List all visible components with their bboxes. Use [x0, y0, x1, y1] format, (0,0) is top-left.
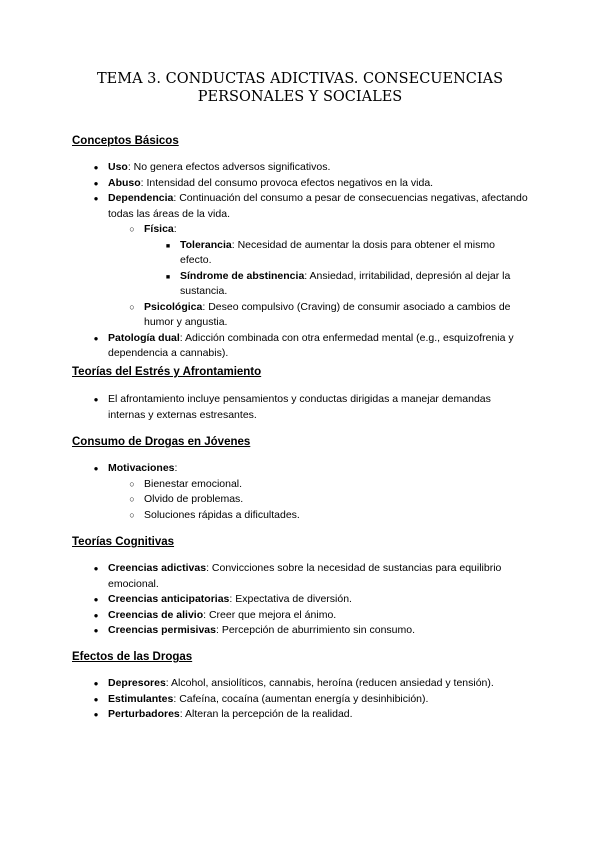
heading-efectos-drogas: Efectos de las Drogas [72, 651, 193, 663]
document-title [80, 70, 520, 106]
term-perturbadores: Perturbadores [108, 708, 180, 720]
bullet-circle-icon [126, 477, 138, 493]
bullet-circle-icon [126, 222, 138, 238]
text-fisica: : [173, 223, 177, 235]
list-efectos [0, 676, 600, 723]
bullet-square-icon [162, 269, 174, 286]
list-item-psicologica [144, 300, 528, 331]
heading-consumo-jovenes: Consumo de Drogas en Jóvenes [72, 436, 251, 448]
bullet-circle-icon [126, 492, 138, 508]
list-estres [0, 392, 600, 423]
list-item-tolerancia [180, 238, 520, 269]
term-tolerancia: Tolerancia [180, 238, 232, 251]
text-uso: : No genera efectos adversos significativos. [127, 161, 331, 173]
list-item-creencias-permisivas [108, 623, 528, 639]
bullet-circle-icon [126, 508, 138, 524]
text-motivaciones: : [174, 462, 178, 474]
bullet-disc-icon [90, 608, 102, 624]
text-motivacion-3: Soluciones rápidas a dificultades. [144, 508, 300, 521]
list-item-motivacion-3 [144, 508, 528, 524]
term-estimulantes: Estimulantes [108, 692, 174, 705]
list-cognitivas [0, 561, 600, 639]
bullet-disc-icon [90, 623, 102, 639]
list-item-motivaciones [108, 461, 528, 477]
text-creencias-permisivas: : Percepción de aburrimiento sin consumo. [215, 624, 416, 636]
title-line-1: TEMA 3. CONDUCTAS ADICTIVAS. CONSECUENCIAS [96, 71, 504, 87]
bullet-disc-icon [90, 392, 102, 408]
heading-teorias-estres: Teorías del Estrés y Afrontamiento [72, 366, 262, 378]
bullet-disc-icon [90, 676, 102, 692]
bullet-disc-icon [90, 160, 102, 176]
term-dependencia: Dependencia [108, 192, 174, 204]
list-item-motivacion-1 [144, 477, 528, 493]
text-abstinencia: : Ansiedad, irritabilidad, depresión al dejar la sustancia. [180, 269, 511, 297]
bullet-disc-icon [90, 191, 102, 207]
text-dependencia: : Continuación del consumo a pesar de consecuencias negativas, afectando todas las áreas de la vida. [108, 192, 528, 220]
bullet-disc-icon [90, 176, 102, 192]
list-item-patologia-dual [108, 331, 528, 362]
text-motivacion-2: Olvido de problemas. [144, 493, 244, 505]
bullet-square-icon [162, 238, 174, 255]
term-creencias-adictivas: Creencias adictivas [108, 562, 207, 574]
text-estimulantes: : Cafeína, cocaína (aumentan energía y desinhibición). [173, 692, 429, 705]
list-item-creencias-anticipatorias [108, 592, 528, 608]
list-item-fisica [144, 222, 528, 238]
bullet-disc-icon [90, 692, 102, 708]
text-tolerancia: : Necesidad de aumentar la dosis para obtener el mismo efecto. [180, 238, 495, 266]
list-jovenes [0, 461, 600, 523]
term-creencias-alivio: Creencias de alivio [108, 608, 204, 621]
bullet-disc-icon [90, 331, 102, 347]
text-creencias-adictivas: : Convicciones sobre la necesidad de sustancias para equilibrio emocional. [108, 562, 502, 590]
list-item-abuso [108, 176, 528, 192]
list-item-dependencia [108, 191, 528, 222]
term-uso: Uso [108, 161, 128, 173]
list-item-creencias-adictivas [108, 561, 528, 592]
list-item-creencias-alivio [108, 608, 528, 624]
title-line-2: PERSONALES Y SOCIALES [197, 89, 403, 105]
bullet-disc-icon [90, 707, 102, 723]
text-afrontamiento: El afrontamiento incluye pensamientos y conductas dirigidas a manejar demandas internas y externas estresantes. [108, 393, 491, 421]
term-depresores: Depresores [108, 677, 166, 689]
term-patologia-dual: Patología dual [108, 331, 180, 344]
text-patologia-dual: : Adicción combinada con otra enfermedad mental (e.g., esquizofrenia y dependencia a cannabis). [108, 331, 514, 359]
text-creencias-alivio: : Creer que mejora el ánimo. [203, 608, 337, 621]
list-conceptos [0, 160, 600, 362]
heading-conceptos-basicos: Conceptos Básicos [72, 135, 179, 147]
list-item-afrontamiento [108, 392, 528, 423]
term-psicologica: Psicológica [144, 300, 203, 313]
list-item-abstinencia [180, 269, 520, 300]
term-motivaciones: Motivaciones [108, 462, 175, 474]
list-item-motivacion-2 [144, 492, 528, 508]
bullet-disc-icon [90, 592, 102, 608]
list-item-depresores [108, 676, 528, 692]
text-psicologica: : Deseo compulsivo (Craving) de consumir asociado a cambios de humor y angustia. [144, 300, 511, 328]
text-creencias-anticipatorias: : Expectativa de diversión. [229, 593, 352, 605]
list-item-estimulantes [108, 692, 528, 708]
term-abuso: Abuso [108, 176, 141, 189]
term-creencias-anticipatorias: Creencias anticipatorias [108, 593, 230, 605]
text-abuso: : Intensidad del consumo provoca efectos negativos en la vida. [140, 176, 434, 189]
list-item-perturbadores [108, 707, 528, 723]
heading-teorias-cognitivas: Teorías Cognitivas [72, 536, 175, 548]
term-creencias-permisivas: Creencias permisivas [108, 624, 216, 636]
text-motivacion-1: Bienestar emocional. [144, 477, 243, 490]
bullet-disc-icon [90, 561, 102, 577]
text-depresores: : Alcohol, ansiolíticos, cannabis, heroína (reducen ansiedad y tensión). [165, 677, 494, 689]
bullet-circle-icon [126, 300, 138, 316]
term-abstinencia: Síndrome de abstinencia [180, 269, 305, 282]
list-item-uso [108, 160, 528, 176]
bullet-disc-icon [90, 461, 102, 477]
text-perturbadores: : Alteran la percepción de la realidad. [179, 708, 353, 720]
term-fisica: Física [144, 223, 174, 235]
